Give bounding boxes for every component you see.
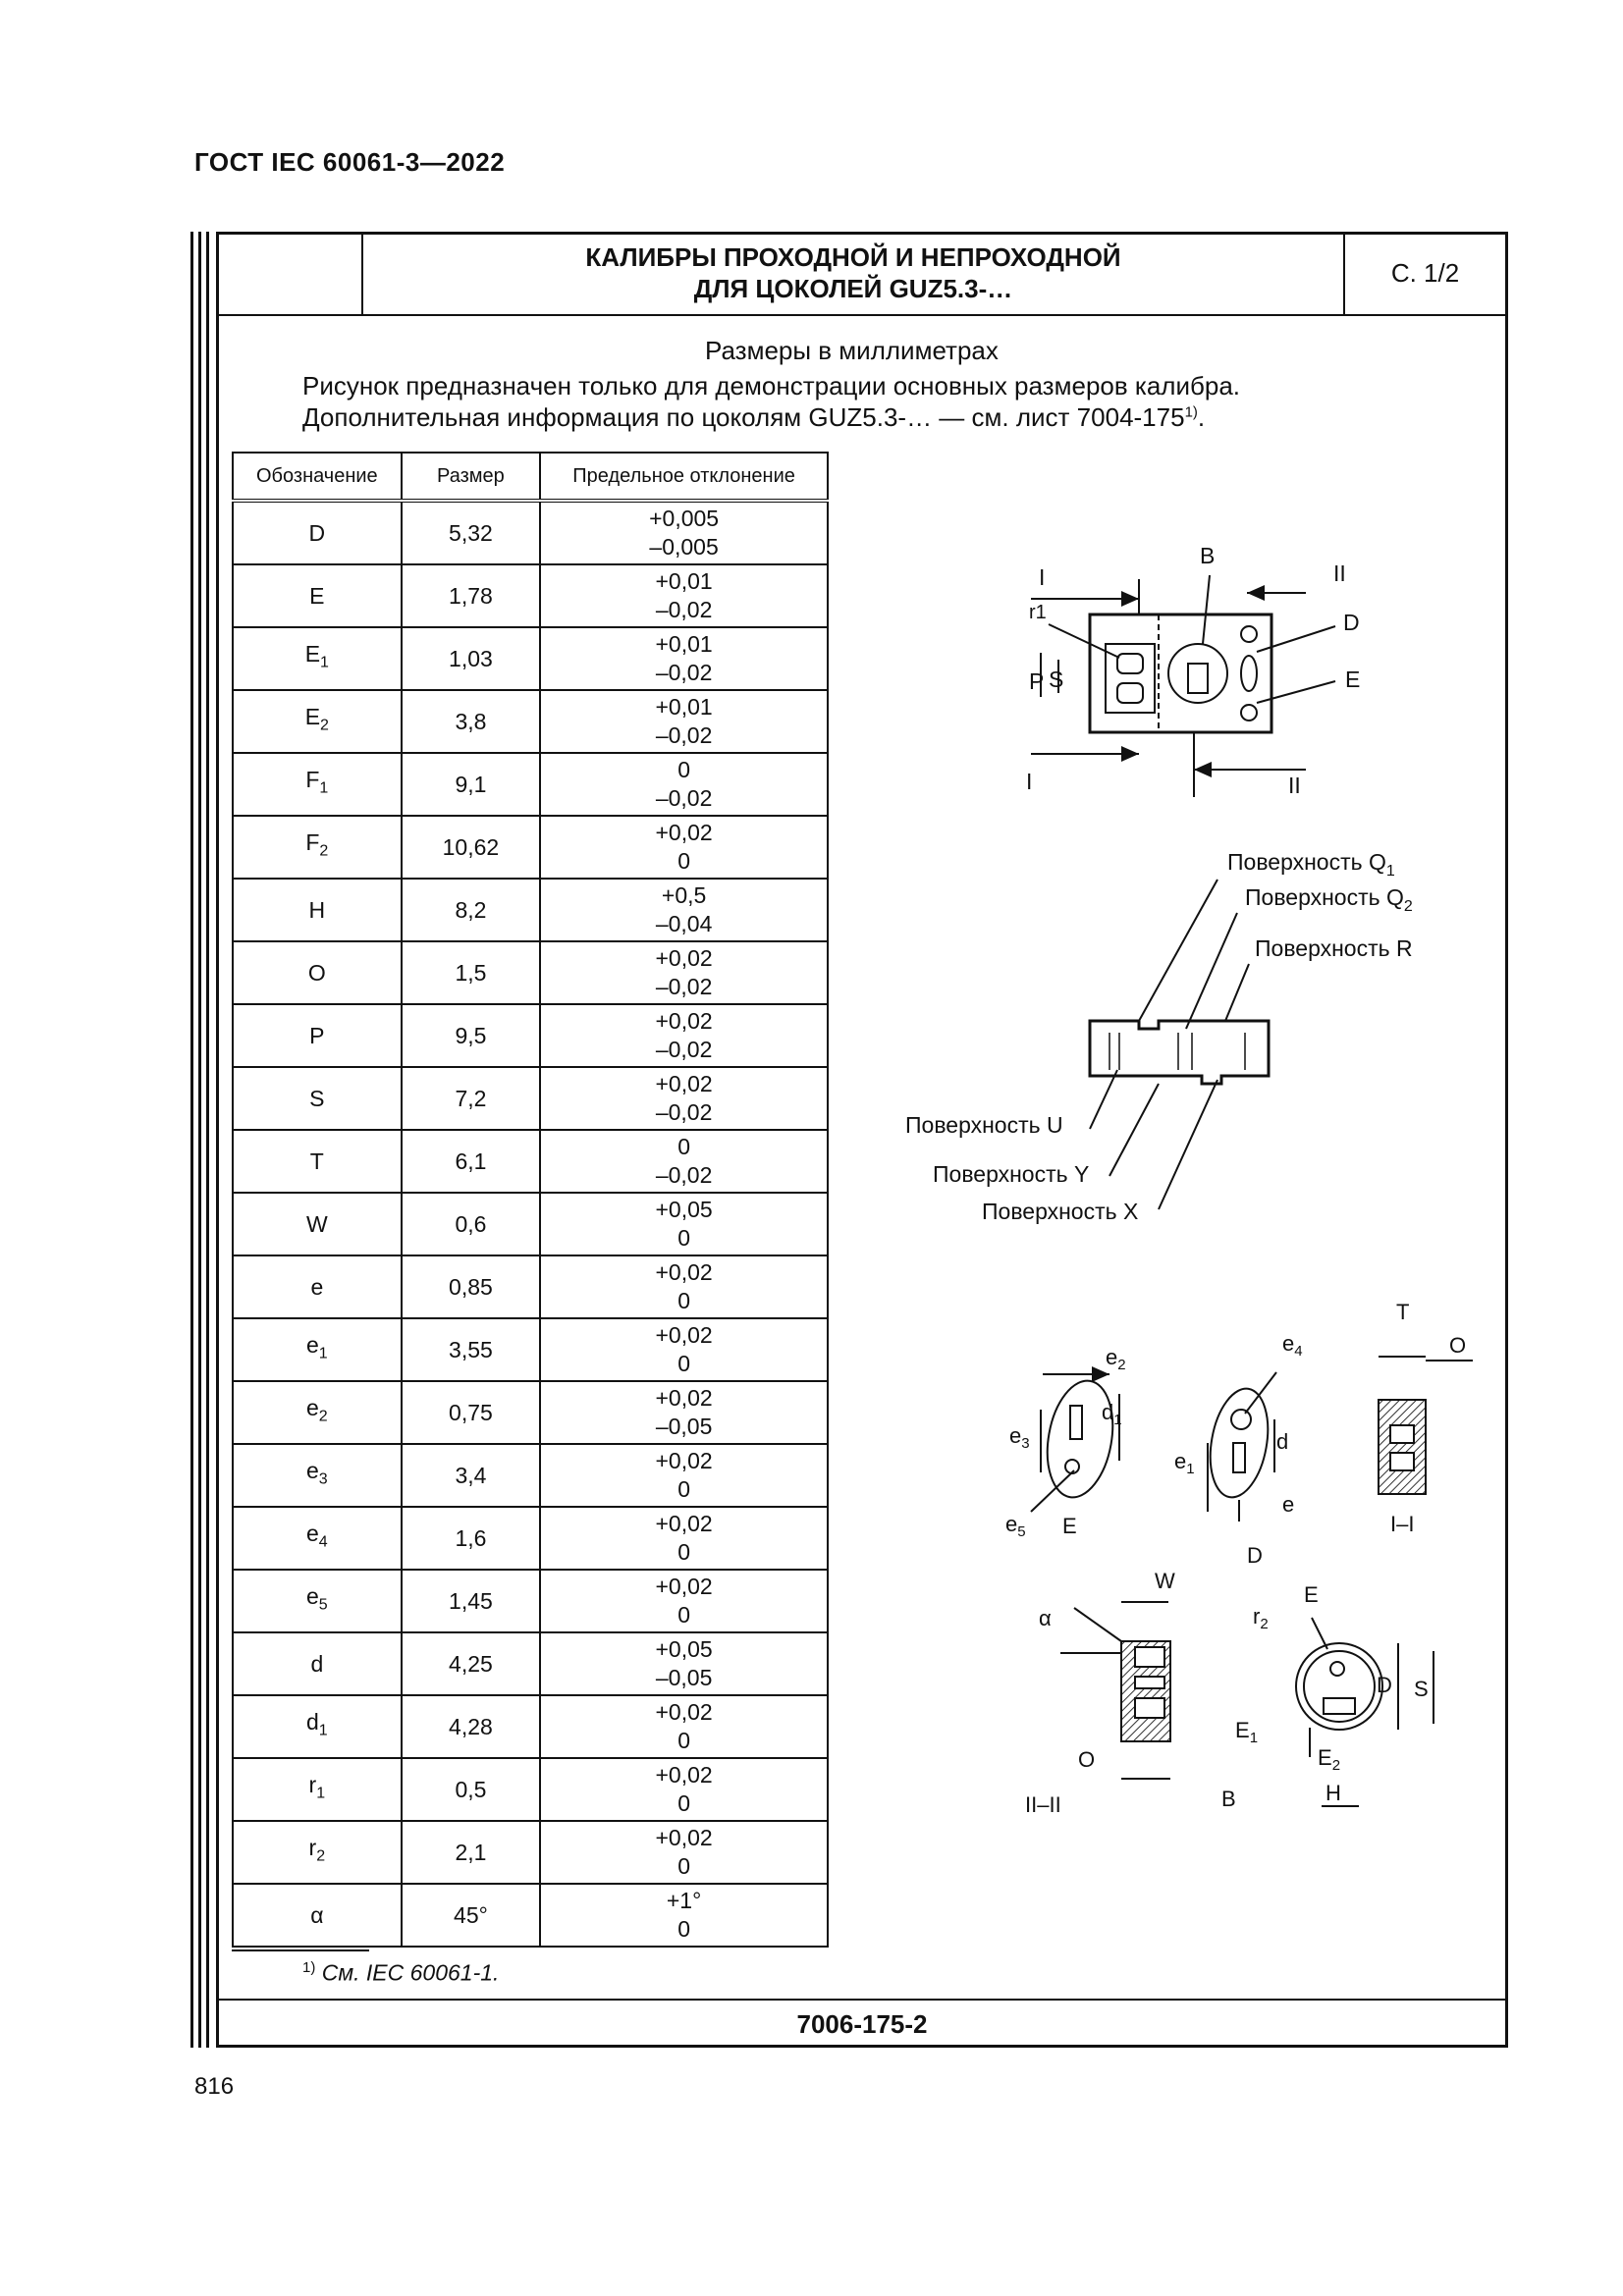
- section-label-i-bottom: I: [1026, 769, 1033, 794]
- upper-tolerance: +0,02: [655, 1699, 713, 1725]
- table-row: [233, 1381, 828, 1444]
- designation-cell: $E_2$: [233, 690, 402, 753]
- section-label-ii-bottom: II: [1288, 773, 1301, 798]
- lower-tolerance: –0,05: [655, 1665, 713, 1690]
- surface-y-label: Поверхность Y: [933, 1161, 1090, 1187]
- designation-cell: H: [233, 879, 402, 941]
- table-row: [233, 1444, 828, 1507]
- margin-rule-3: [206, 232, 209, 2048]
- table-row: [233, 1193, 828, 1255]
- lower-tolerance: –0,05: [655, 1414, 713, 1439]
- dim-w: W: [1155, 1569, 1175, 1593]
- view-e-caption: E: [1062, 1514, 1077, 1538]
- table-row: [233, 1004, 828, 1067]
- table-row: [233, 690, 828, 753]
- sheet-title: [363, 232, 1345, 314]
- tolerance-cell: [540, 1193, 828, 1255]
- tolerance-cell: [540, 941, 828, 1004]
- sheet-page-ref: С. 1/2: [1390, 257, 1460, 288]
- lower-tolerance: –0,02: [655, 660, 713, 685]
- side-view: [1090, 1021, 1269, 1084]
- size-cell: 0,85: [402, 1255, 541, 1318]
- tolerance-cell: [540, 1318, 828, 1381]
- lower-tolerance: 0: [677, 1790, 690, 1816]
- view-b-e: E: [1304, 1582, 1319, 1607]
- lower-tolerance: –0,02: [655, 974, 713, 999]
- designation-cell: $r_2$: [233, 1821, 402, 1884]
- label-r1: r1: [1029, 602, 1047, 623]
- tolerance-cell: [540, 1884, 828, 1947]
- size-cell: 7,2: [402, 1067, 541, 1130]
- tolerance-cell: [540, 627, 828, 690]
- lower-tolerance: –0,005: [649, 534, 719, 560]
- table-row: [233, 1570, 828, 1632]
- designation-cell: O: [233, 941, 402, 1004]
- lower-tolerance: –0,02: [655, 1099, 713, 1125]
- upper-tolerance: +0,02: [655, 1825, 713, 1850]
- designation-cell: D: [233, 501, 402, 564]
- table-body: [233, 501, 828, 1947]
- margin-rule-2: [198, 232, 201, 2048]
- dim-e3: $e_3$: [1009, 1423, 1030, 1452]
- section-ii-ii: [1060, 1602, 1170, 1779]
- size-cell: 8,2: [402, 879, 541, 941]
- section-label-ii: II: [1333, 561, 1346, 586]
- designation-cell: $e_1$: [233, 1318, 402, 1381]
- size-cell: 5,32: [402, 501, 541, 564]
- table-row: [233, 1255, 828, 1318]
- dim-e: e: [1282, 1492, 1295, 1517]
- designation-cell: $r_1$: [233, 1758, 402, 1821]
- table-row: [233, 564, 828, 627]
- upper-tolerance: +0,02: [655, 945, 713, 971]
- designation-cell: E: [233, 564, 402, 627]
- size-cell: 45°: [402, 1884, 541, 1947]
- lower-tolerance: 0: [677, 1288, 690, 1313]
- table-row: [233, 1758, 828, 1821]
- lower-tolerance: 0: [677, 1602, 690, 1628]
- designation-cell: $e_5$: [233, 1570, 402, 1632]
- size-cell: 0,6: [402, 1193, 541, 1255]
- size-cell: 0,75: [402, 1381, 541, 1444]
- designation-cell: d: [233, 1632, 402, 1695]
- tolerance-cell: [540, 1570, 828, 1632]
- table-row: [233, 627, 828, 690]
- upper-tolerance: +1°: [666, 1888, 702, 1913]
- tolerance-cell: [540, 501, 828, 564]
- units-note: Размеры в миллиметрах: [705, 336, 999, 365]
- lower-tolerance: 0: [677, 1853, 690, 1879]
- table-row: [233, 1067, 828, 1130]
- tolerance-cell: [540, 1632, 828, 1695]
- size-cell: 3,8: [402, 690, 541, 753]
- standard-header: ГОСТ IEC 60061-3—2022: [194, 147, 506, 177]
- tolerance-cell: [540, 1695, 828, 1758]
- designation-cell: $d_1$: [233, 1695, 402, 1758]
- size-cell: 3,4: [402, 1444, 541, 1507]
- section-i-i-caption: I–I: [1390, 1512, 1415, 1536]
- view-b-s: S: [1414, 1677, 1429, 1701]
- col-header-size: Размер: [402, 453, 541, 501]
- title-block: [216, 232, 1508, 316]
- size-cell: 3,55: [402, 1318, 541, 1381]
- upper-tolerance: +0,02: [655, 1385, 713, 1411]
- footnote-ref: 1): [1184, 403, 1198, 421]
- section-i-i: [1379, 1357, 1473, 1494]
- upper-tolerance: +0,05: [655, 1197, 713, 1222]
- surface-q2-label: Поверхность $Q_2$: [1245, 884, 1413, 915]
- lower-tolerance: –0,02: [655, 785, 713, 811]
- designation-cell: e: [233, 1255, 402, 1318]
- view-e: [1031, 1374, 1121, 1512]
- label-d: D: [1343, 610, 1360, 635]
- size-cell: 1,5: [402, 941, 541, 1004]
- tolerance-cell: [540, 1821, 828, 1884]
- dim-e1-cap: $E_1$: [1235, 1718, 1259, 1746]
- size-cell: 10,62: [402, 816, 541, 879]
- lower-tolerance: –0,04: [655, 911, 713, 936]
- upper-tolerance: 0: [677, 1134, 690, 1159]
- dim-d: d: [1276, 1429, 1289, 1454]
- upper-tolerance: +0,5: [661, 882, 707, 908]
- section-label-i: I: [1039, 564, 1046, 590]
- tolerance-cell: [540, 1067, 828, 1130]
- col-header-tolerance: Предельное отклонение: [540, 453, 828, 501]
- view-b-caption: B: [1221, 1787, 1236, 1811]
- table-row: [233, 1318, 828, 1381]
- dim-alpha: α: [1039, 1606, 1052, 1630]
- size-cell: 2,1: [402, 1821, 541, 1884]
- surface-q1-label: Поверхность $Q_1$: [1227, 849, 1395, 880]
- upper-tolerance: +0,01: [655, 568, 713, 594]
- dim-e5: $e_5$: [1005, 1512, 1026, 1540]
- table-row: [233, 879, 828, 941]
- lower-tolerance: 0: [677, 1728, 690, 1753]
- dim-d1: $d_1$: [1102, 1400, 1122, 1428]
- table-header-row: [233, 453, 828, 501]
- dim-h: H: [1325, 1781, 1341, 1805]
- size-cell: 1,6: [402, 1507, 541, 1570]
- tolerance-cell: [540, 753, 828, 816]
- tolerance-cell: [540, 816, 828, 879]
- col-header-designation: Обозначение: [233, 453, 402, 501]
- lower-tolerance: 0: [677, 1351, 690, 1376]
- lower-tolerance: 0: [677, 1916, 690, 1942]
- upper-tolerance: +0,02: [655, 820, 713, 845]
- table-row: [233, 816, 828, 879]
- upper-tolerance: +0,02: [655, 1574, 713, 1599]
- table-row: [233, 1632, 828, 1695]
- designation-cell: W: [233, 1193, 402, 1255]
- dimensions-table: [232, 452, 829, 1948]
- top-view: [1031, 575, 1335, 797]
- dim-e4: $e_4$: [1282, 1331, 1303, 1360]
- dim-r2: $r_2$: [1253, 1604, 1269, 1632]
- size-cell: 4,28: [402, 1695, 541, 1758]
- lower-tolerance: 0: [677, 848, 690, 874]
- upper-tolerance: +0,02: [655, 1762, 713, 1788]
- designation-cell: $e_2$: [233, 1381, 402, 1444]
- size-cell: 1,78: [402, 564, 541, 627]
- size-cell: 0,5: [402, 1758, 541, 1821]
- upper-tolerance: +0,02: [655, 1448, 713, 1473]
- upper-tolerance: +0,02: [655, 1071, 713, 1096]
- dim-o: O: [1449, 1333, 1467, 1358]
- tolerance-cell: [540, 1130, 828, 1193]
- title-line-1: КАЛИБРЫ ПРОХОДНОЙ И НЕПРОХОДНОЙ: [585, 242, 1121, 272]
- table-row: [233, 941, 828, 1004]
- upper-tolerance: +0,05: [655, 1636, 713, 1662]
- table-row: [233, 1695, 828, 1758]
- surface-u-label: Поверхность U: [905, 1112, 1063, 1138]
- lower-tolerance: –0,02: [655, 722, 713, 748]
- table-row: [233, 1130, 828, 1193]
- gauge-drawing: [864, 530, 1492, 1845]
- tolerance-cell: [540, 564, 828, 627]
- table-row: [233, 753, 828, 816]
- designation-cell: $E_1$: [233, 627, 402, 690]
- size-cell: 9,1: [402, 753, 541, 816]
- table-row: [233, 1821, 828, 1884]
- surface-r-label: Поверхность R: [1255, 935, 1413, 961]
- lower-tolerance: 0: [677, 1225, 690, 1251]
- lower-tolerance: 0: [677, 1539, 690, 1565]
- tolerance-cell: [540, 1381, 828, 1444]
- view-d-labels: [1174, 1331, 1303, 1568]
- view-b: [1296, 1618, 1434, 1806]
- size-cell: 9,5: [402, 1004, 541, 1067]
- label-p: P: [1029, 668, 1045, 694]
- upper-tolerance: +0,02: [655, 1008, 713, 1034]
- label-s: S: [1049, 667, 1064, 692]
- designation-cell: $e_3$: [233, 1444, 402, 1507]
- tolerance-cell: [540, 879, 828, 941]
- dim-o-2: O: [1078, 1747, 1096, 1772]
- view-b-d: D: [1377, 1673, 1392, 1697]
- tolerance-cell: [540, 690, 828, 753]
- view-d-caption: D: [1247, 1543, 1263, 1568]
- title-line-2: ДЛЯ ЦОКОЛЕЙ GUZ5.3-…: [693, 274, 1013, 303]
- designation-cell: P: [233, 1004, 402, 1067]
- designation-cell: $F_2$: [233, 816, 402, 879]
- label-e: E: [1345, 667, 1361, 692]
- tolerance-cell: [540, 1758, 828, 1821]
- size-cell: 1,03: [402, 627, 541, 690]
- tolerance-cell: [540, 1507, 828, 1570]
- upper-tolerance: 0: [677, 757, 690, 782]
- margin-rule-1: [190, 232, 193, 2048]
- lower-tolerance: –0,02: [655, 597, 713, 622]
- lower-tolerance: –0,02: [655, 1162, 713, 1188]
- reference-note: Дополнительная информация по цоколям GUZ5.3-… — см. лист 7004-175$^{1)}$.: [302, 402, 1206, 432]
- tolerance-cell: [540, 1004, 828, 1067]
- label-b: B: [1200, 543, 1216, 568]
- section-ii-ii-caption: II–II: [1025, 1792, 1061, 1817]
- upper-tolerance: +0,01: [655, 631, 713, 657]
- dim-e2: $e_2$: [1106, 1345, 1126, 1373]
- dim-e1: $e_1$: [1174, 1449, 1195, 1477]
- title-left-cell: [216, 232, 363, 314]
- upper-tolerance: +0,005: [649, 506, 720, 531]
- designation-cell: S: [233, 1067, 402, 1130]
- table-row: [233, 1507, 828, 1570]
- size-cell: 4,25: [402, 1632, 541, 1695]
- upper-tolerance: +0,02: [655, 1511, 713, 1536]
- size-cell: 6,1: [402, 1130, 541, 1193]
- tolerance-cell: [540, 1255, 828, 1318]
- tolerance-cell: [540, 1444, 828, 1507]
- sheet-number: 7006-175-2: [216, 1999, 1508, 2048]
- designation-cell: $e_4$: [233, 1507, 402, 1570]
- upper-tolerance: +0,02: [655, 1322, 713, 1348]
- upper-tolerance: +0,01: [655, 694, 713, 720]
- designation-cell: $F_1$: [233, 753, 402, 816]
- designation-cell: T: [233, 1130, 402, 1193]
- size-cell: 1,45: [402, 1570, 541, 1632]
- figure-note: Рисунок предназначен только для демонстрации основных размеров калибра.: [302, 371, 1241, 400]
- lower-tolerance: –0,02: [655, 1037, 713, 1062]
- upper-tolerance: +0,02: [655, 1259, 713, 1285]
- surface-x-label: Поверхность X: [982, 1199, 1139, 1224]
- footnote-rule: [232, 1949, 369, 1951]
- table-row: [233, 1884, 828, 1947]
- dim-t: T: [1396, 1300, 1410, 1324]
- footnote: $^{1)}$ См. IEC 60061-1.: [302, 1959, 500, 1986]
- designation-cell: α: [233, 1884, 402, 1947]
- dim-e2-cap: $E_2$: [1318, 1745, 1341, 1774]
- lower-tolerance: 0: [677, 1476, 690, 1502]
- table-row: [233, 501, 828, 564]
- page-number: 816: [194, 2073, 235, 2100]
- view-d: [1203, 1372, 1276, 1522]
